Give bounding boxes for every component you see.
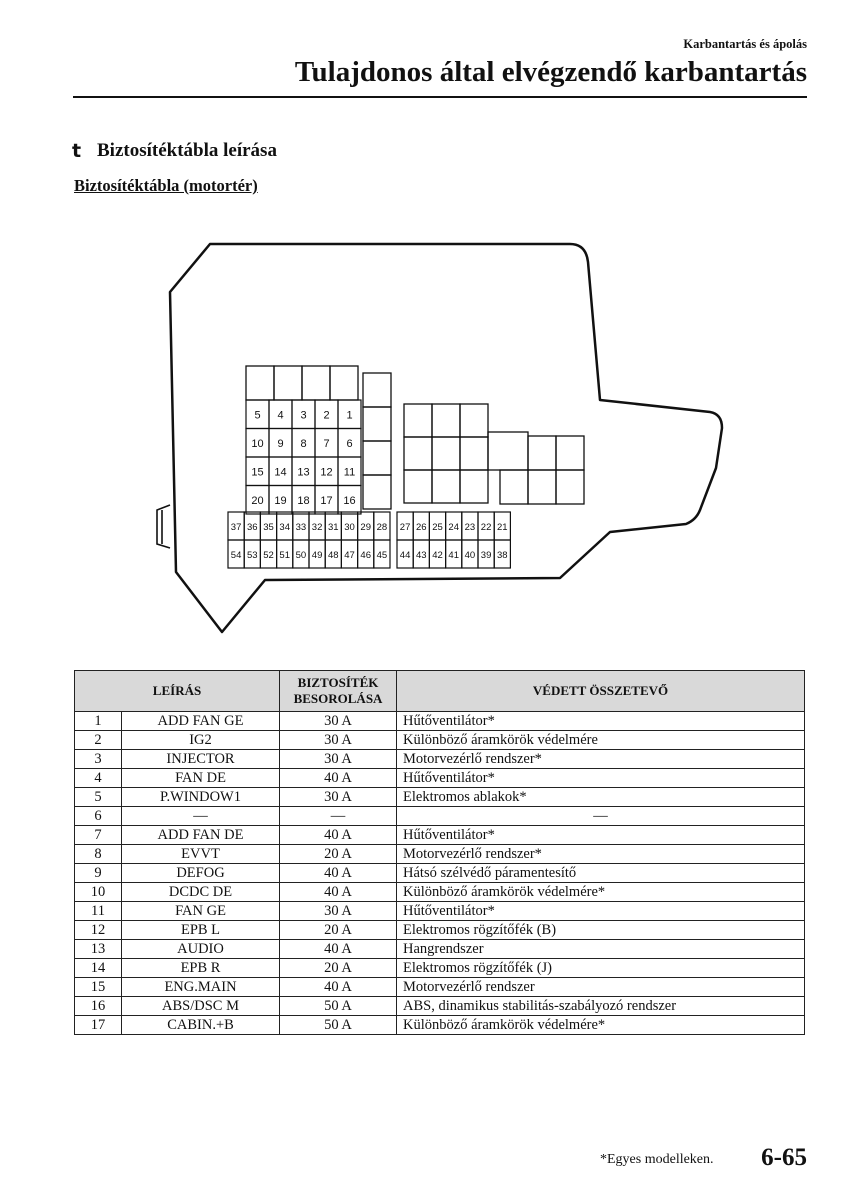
- fuse-number-cell: 13: [75, 940, 122, 959]
- fuse-label: 5: [254, 409, 261, 422]
- mini-fuse-label: 44: [399, 550, 411, 561]
- component-cell: Hűtőventilátor*: [397, 712, 805, 731]
- table-row: [75, 864, 805, 883]
- mini-fuse-label: 46: [360, 550, 371, 561]
- mini-fuse-label: 32: [311, 522, 323, 533]
- fuse-label: 8: [300, 437, 307, 450]
- fuse-rating-cell: 40 A: [280, 940, 397, 959]
- component-cell: Hangrendszer: [397, 940, 805, 959]
- component-cell: Elektromos ablakok*: [397, 788, 805, 807]
- fuse-rating-cell: 30 A: [280, 712, 397, 731]
- mini-fuse-label: 42: [432, 550, 443, 561]
- fuse-number-cell: 16: [75, 997, 122, 1016]
- fuse-name-cell: EVVT: [122, 845, 280, 864]
- subheading: Biztosítéktábla (motortér): [74, 176, 258, 195]
- mini-fuse-label: 48: [328, 550, 339, 561]
- fuse-grid-upper: [246, 400, 361, 514]
- fuse-rating-cell: 20 A: [280, 959, 397, 978]
- fuse-name-cell: FAN GE: [122, 902, 280, 921]
- col-header-description: LEÍRÁS: [75, 671, 280, 712]
- fuse-name-cell: EPB L: [122, 921, 280, 940]
- fuse-rating-cell: 40 A: [280, 769, 397, 788]
- fuse-box-clip: [157, 505, 170, 548]
- mini-fuse-label: 43: [416, 550, 427, 561]
- table-row: [75, 769, 805, 788]
- fuse-rating-cell: 30 A: [280, 788, 397, 807]
- mini-fuse-label: 54: [230, 550, 242, 561]
- fuse-rating-cell: 40 A: [280, 978, 397, 997]
- fuse-name-cell: DCDC DE: [122, 883, 280, 902]
- mini-fuse-label: 53: [247, 550, 258, 561]
- table-row: [75, 731, 805, 750]
- mini-fuse-label: 28: [376, 522, 388, 533]
- fuse-rating-cell: 30 A: [280, 731, 397, 750]
- mini-fuse-label: 29: [360, 522, 371, 533]
- table-row: [75, 997, 805, 1016]
- mini-fuse-label: 24: [448, 522, 459, 533]
- fuse-label: 15: [251, 466, 264, 479]
- col-header-rating-line2: BESOROLÁSA: [293, 691, 383, 706]
- fuse-number-cell: 15: [75, 978, 122, 997]
- fuse-rating-cell: 40 A: [280, 826, 397, 845]
- col-header-component: VÉDETT ÖSSZETEVŐ: [397, 671, 805, 712]
- component-cell: Különböző áramkörök védelmére*: [397, 1016, 805, 1035]
- table-row: [75, 921, 805, 940]
- fuse-name-cell: P.WINDOW1: [122, 788, 280, 807]
- table-row: [75, 750, 805, 769]
- mini-fuse-label: 35: [263, 522, 274, 533]
- fuse-name-cell: IG2: [122, 731, 280, 750]
- fuse-number-cell: 2: [75, 731, 122, 750]
- component-cell: Különböző áramkörök védelmére*: [397, 883, 805, 902]
- fuse-rating-cell: 40 A: [280, 864, 397, 883]
- section-heading: Biztosítéktábla leírása: [97, 140, 277, 161]
- page-number: 6-65: [761, 1144, 807, 1171]
- relay-row-top: [246, 366, 358, 400]
- fuse-name-cell: FAN DE: [122, 769, 280, 788]
- fuse-label: 17: [320, 494, 333, 507]
- component-cell: Motorvezérlő rendszer*: [397, 845, 805, 864]
- fuse-label: 13: [297, 466, 310, 479]
- fuse-rating-cell: 20 A: [280, 921, 397, 940]
- table-row: [75, 940, 805, 959]
- fuse-label: 1: [346, 409, 353, 422]
- mini-fuse-label: 34: [279, 522, 290, 533]
- mini-fuse-label: 47: [344, 550, 355, 561]
- component-cell: Elektromos rögzítőfék (B): [397, 921, 805, 940]
- fuse-name-cell: AUDIO: [122, 940, 280, 959]
- fuse-rating-cell: 40 A: [280, 883, 397, 902]
- table-row: [75, 959, 805, 978]
- mini-fuse-label: 30: [344, 522, 355, 533]
- fuse-rating-cell: —: [280, 807, 397, 826]
- fuse-name-cell: CABIN.+B: [122, 1016, 280, 1035]
- fuse-number-cell: 1: [75, 712, 122, 731]
- table-row: [75, 826, 805, 845]
- fuse-label: 11: [343, 466, 356, 479]
- component-cell: Hűtőventilátor*: [397, 769, 805, 788]
- fuse-label: 4: [277, 409, 284, 422]
- mini-fuse-label: 51: [279, 550, 290, 561]
- fuse-number-cell: 3: [75, 750, 122, 769]
- fuse-rating-cell: 50 A: [280, 1016, 397, 1035]
- fuse-label: 7: [323, 437, 330, 450]
- table-row: [75, 1016, 805, 1035]
- fuse-table: [74, 670, 805, 1035]
- table-row: [75, 978, 805, 997]
- fuse-name-cell: DEFOG: [122, 864, 280, 883]
- fuse-rating-cell: 30 A: [280, 750, 397, 769]
- fuse-name-cell: ADD FAN GE: [122, 712, 280, 731]
- mini-fuse-label: 31: [328, 522, 339, 533]
- fuse-name-cell: —: [122, 807, 280, 826]
- component-cell: Hátsó szélvédő páramentesítő: [397, 864, 805, 883]
- fuse-label: 9: [277, 437, 284, 450]
- fuse-name-cell: ENG.MAIN: [122, 978, 280, 997]
- fuse-number-cell: 6: [75, 807, 122, 826]
- fuse-rating-cell: 20 A: [280, 845, 397, 864]
- table-row: [75, 902, 805, 921]
- fuse-label: 19: [274, 494, 287, 507]
- fuse-label: 3: [300, 409, 307, 422]
- fuse-number-cell: 17: [75, 1016, 122, 1035]
- mini-fuse-label: 21: [497, 522, 508, 533]
- table-row: [75, 807, 805, 826]
- fuse-label: 10: [251, 437, 264, 450]
- mini-fuse-label: 52: [263, 550, 274, 561]
- fuse-number-cell: 7: [75, 826, 122, 845]
- table-row: [75, 883, 805, 902]
- fuse-label: 12: [320, 466, 333, 479]
- component-cell: Különböző áramkörök védelmére: [397, 731, 805, 750]
- mini-fuse-label: 33: [295, 522, 307, 533]
- component-cell: Elektromos rögzítőfék (J): [397, 959, 805, 978]
- component-cell: ABS, dinamikus stabilitás-szabályozó rendszer: [397, 997, 805, 1016]
- mini-fuse-label: 41: [448, 550, 459, 561]
- fuse-label: 14: [274, 466, 287, 479]
- relay-column-right: [363, 373, 391, 509]
- fuse-label: 18: [297, 494, 310, 507]
- page-title: Tulajdonos által elvégzendő karbantartás: [294, 56, 807, 88]
- component-cell: —: [397, 807, 805, 826]
- fuse-number-cell: 4: [75, 769, 122, 788]
- mini-fuse-label: 27: [399, 522, 411, 533]
- fuse-name-cell: ABS/DSC M: [122, 997, 280, 1016]
- mini-fuse-label: 22: [480, 522, 492, 533]
- fuse-number-cell: 10: [75, 883, 122, 902]
- fuse-number-cell: 8: [75, 845, 122, 864]
- col-header-rating-line1: BIZTOSÍTÉK: [297, 675, 379, 690]
- fuse-number-cell: 5: [75, 788, 122, 807]
- fuse-number-cell: 14: [75, 959, 122, 978]
- fuse-name-cell: INJECTOR: [122, 750, 280, 769]
- mini-fuse-label: 37: [230, 522, 242, 533]
- mini-fuse-label: 49: [311, 550, 323, 561]
- component-cell: Hűtőventilátor*: [397, 902, 805, 921]
- fuse-rating-cell: 50 A: [280, 997, 397, 1016]
- mini-fuse-label: 25: [432, 522, 443, 533]
- fuse-number-cell: 11: [75, 902, 122, 921]
- table-row: [75, 788, 805, 807]
- footnote: *Egyes modelleken.: [600, 1152, 714, 1167]
- table-row: [75, 845, 805, 864]
- mini-fuse-label: 36: [247, 522, 258, 533]
- mini-fuse-label: 40: [464, 550, 476, 561]
- table-row: [75, 712, 805, 731]
- fuse-name-cell: EPB R: [122, 959, 280, 978]
- mini-fuse-label: 38: [497, 550, 508, 561]
- col-header-rating: [280, 671, 397, 712]
- mini-fuse-label: 26: [416, 522, 427, 533]
- fuse-number-cell: 9: [75, 864, 122, 883]
- fuse-number-cell: 12: [75, 921, 122, 940]
- section-bullet: t: [72, 140, 82, 162]
- fuse-label: 2: [323, 409, 330, 422]
- component-cell: Hűtőventilátor*: [397, 826, 805, 845]
- component-cell: Motorvezérlő rendszer: [397, 978, 805, 997]
- fuse-grid-bottom-left: [228, 512, 390, 568]
- fuse-grid-bottom-right: [397, 512, 510, 568]
- mini-fuse-label: 50: [295, 550, 307, 561]
- fuse-name-cell: ADD FAN DE: [122, 826, 280, 845]
- mini-fuse-label: 39: [480, 550, 492, 561]
- section-label: Karbantartás és ápolás: [683, 37, 807, 51]
- fuse-rating-cell: 30 A: [280, 902, 397, 921]
- mini-fuse-label: 45: [376, 550, 388, 561]
- relay-block-right: [404, 404, 584, 504]
- mini-fuse-label: 23: [464, 522, 476, 533]
- fuse-label: 20: [251, 494, 264, 507]
- table-header-row: [75, 671, 805, 712]
- component-cell: Motorvezérlő rendszer*: [397, 750, 805, 769]
- fuse-label: 6: [346, 437, 353, 450]
- fuse-label: 16: [343, 494, 356, 507]
